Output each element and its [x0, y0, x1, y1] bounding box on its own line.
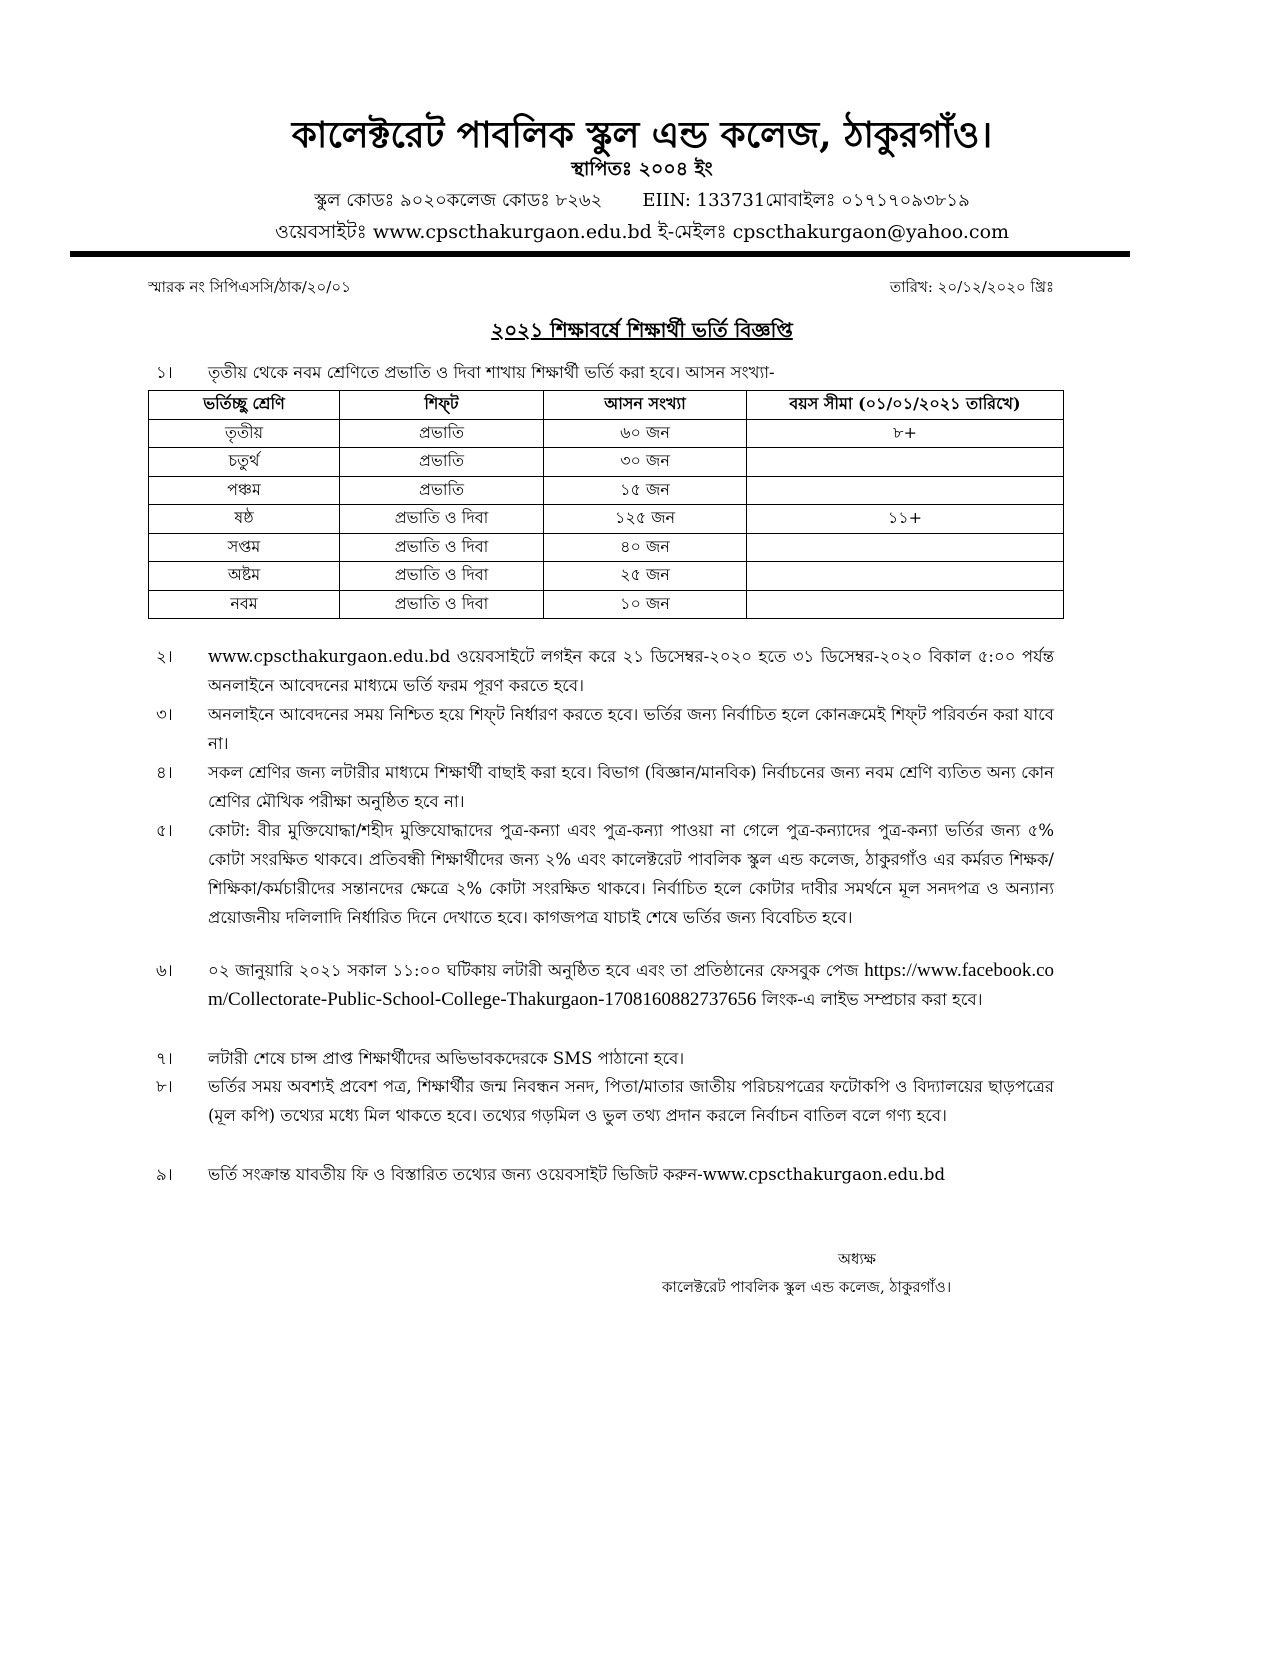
- table-cell: প্রভাতি: [340, 419, 544, 448]
- item-number: ২।: [156, 647, 173, 666]
- item-text: কোটা: বীর মুক্তিযোদ্ধা/শহীদ মুক্তিযোদ্ধাদের পুত্র-কন্যা এবং পুত্র-কন্যা পাওয়া না গেলে পুত্র-কন্যাদের পুত্র-কন্যা ভর্তির জন্য ৫% কোটা সংরক্ষিত থাকবে। প্রতিবন্ধী শিক্ষার্থীদের জন্য ২% এবং কালেক্টরেট পাবলিক স্কুল এন্ড কলেজ, ঠাকুরগাঁও এর কর্মরত শিক্ষক/শিক্ষিকা/কর্মচারীদের সন্তানদের ক্ষেত্রে ২% কোটা সংরক্ষিত থাকবে। নির্বাচিত হলে কোটার দাবীর সমর্থনে মূল সনদপত্র ও অন্যান্য প্রয়োজনীয় দলিলাদি নির্ধারিত দিনে দেখাতে হবে। কাগজপত্র যাচাই শেষে ভর্তির জন্য বিবেচিত হবে।: [208, 821, 1054, 927]
- table-cell: ২৫ জন: [544, 562, 747, 591]
- table-cell: তৃতীয়: [149, 419, 340, 448]
- column-header: ভর্তিচ্ছু শ্রেণি: [149, 391, 340, 420]
- item-text: [208, 956, 1054, 1014]
- table-cell: ষষ্ঠ: [149, 505, 340, 534]
- table-cell: পঞ্চম: [149, 476, 340, 505]
- list-item: [148, 956, 1054, 1014]
- table-cell: চতুর্থ: [149, 448, 340, 477]
- table-cell: প্রভাতি ও দিবা: [340, 505, 544, 534]
- table-cell: ১২৫ জন: [544, 505, 747, 534]
- table-cell: ৮+: [747, 419, 1064, 448]
- column-header: বয়স সীমা (০১/০১/২০২১ তারিখে): [747, 391, 1064, 420]
- table-cell: ১১+: [747, 505, 1064, 534]
- codes-line: স্কুল কোডঃ ৯০২০কলেজ কোডঃ ৮২৬২ EIIN: 133731মোবাইলঃ ০১৭১৭০৯৩৮১৯: [314, 190, 970, 211]
- signatory-designation: অধ্যক্ষ: [838, 1250, 876, 1268]
- table-row: [149, 448, 1064, 477]
- list-item: [148, 1160, 1054, 1189]
- item-text-part: ০২ জানুয়ারি ২০২১ সকাল ১১:০০ ঘটিকায় লটারী অনুষ্ঠিত হবে এবং তা প্রতিষ্ঠানের ফেসবুক পেজ: [208, 961, 859, 980]
- item-text-part: লিংক-এ লাইভ সম্প্রচার করা হবে।: [756, 990, 983, 1009]
- list-item: [148, 358, 1054, 387]
- table-cell: ৪০ জন: [544, 533, 747, 562]
- column-header: শিফ্‌ট: [340, 391, 544, 420]
- item-number: ৫।: [156, 821, 173, 840]
- seat-table: [148, 390, 1064, 619]
- table-cell: প্রভাতি: [340, 448, 544, 477]
- item-number: ৭।: [156, 1049, 173, 1068]
- notice-date: তারিখ: ২০/১২/২০২০ খ্রিঃ: [889, 278, 1054, 296]
- institution-title: কালেক্টরেট পাবলিক স্কুল এন্ড কলেজ, ঠাকুরগাঁও।: [291, 114, 993, 156]
- established-line: স্থাপিতঃ ২০০৪ ইং: [571, 158, 713, 180]
- table-cell: নবম: [149, 590, 340, 619]
- table-cell: প্রভাতি ও দিবা: [340, 533, 544, 562]
- list-item: [148, 700, 1054, 758]
- list-item: [148, 1072, 1054, 1130]
- table-row: [149, 419, 1064, 448]
- memo-number: স্মারক নং সিপিএসসি/ঠাক/২০/০১: [148, 278, 351, 296]
- item-number: ৮।: [156, 1077, 173, 1096]
- item-text: www.cpscthakurgaon.edu.bd ওয়েবসাইটে লগইন করে ২১ ডিসেম্বর-২০২০ হতে ৩১ ডিসেম্বর-২০২০ বিকাল ৫:০০ পর্যন্ত অনলাইনে আবেদনের মাধ্যমে ভর্তি ফরম পূরণ করতে হবে।: [208, 647, 1054, 695]
- item-text: ভর্তি সংক্রান্ত যাবতীয় ফি ও বিস্তারিত তথ্যের জন্য ওয়েবসাইট ভিজিট করুন-www.cpscthakurgaon.edu.bd: [208, 1165, 946, 1184]
- table-cell: অষ্টম: [149, 562, 340, 591]
- list-item: [148, 816, 1054, 932]
- header-divider: [70, 251, 1130, 257]
- table-cell: [747, 590, 1064, 619]
- table-cell: প্রভাতি ও দিবা: [340, 562, 544, 591]
- item-number: ৯।: [156, 1165, 173, 1184]
- item-text: ভর্তির সময় অবশ্যই প্রবেশ পত্র, শিক্ষার্থীর জন্ম নিবন্ধন সনদ, পিতা/মাতার জাতীয় পরিচয়পত্রের ফটোকপি ও বিদ্যালয়ের ছাড়পত্রের (মূল কপি) তথ্যের মধ্যে মিল থাকতে হবে। তথ্যের গড়মিল ও ভুল তথ্য প্রদান করলে নির্বাচন বাতিল বলে গণ্য হবে।: [208, 1077, 1054, 1125]
- table-cell: সপ্তম: [149, 533, 340, 562]
- table-cell: ১০ জন: [544, 590, 747, 619]
- column-header: আসন সংখ্যা: [544, 391, 747, 420]
- notice-heading-text: ২০২১ শিক্ষাবর্ষে শিক্ষার্থী ভর্তি বিজ্ঞপ্তি: [491, 318, 793, 342]
- table-row: [149, 476, 1064, 505]
- table-row: [149, 533, 1064, 562]
- item-number: ১।: [156, 363, 173, 382]
- table-cell: ৩০ জন: [544, 448, 747, 477]
- item-text: তৃতীয় থেকে নবম শ্রেণিতে প্রভাতি ও দিবা শাখায় শিক্ষার্থী ভর্তি করা হবে। আসন সংখ্যা-: [208, 363, 775, 382]
- item-number: ৬।: [156, 961, 173, 980]
- item-text: লটারী শেষে চান্স প্রাপ্ত শিক্ষার্থীদের অভিভাবকদেরকে SMS পাঠানো হবে।: [208, 1049, 685, 1068]
- table-cell: [747, 448, 1064, 477]
- list-item: [148, 642, 1054, 700]
- table-cell: প্রভাতি ও দিবা: [340, 590, 544, 619]
- web-email-line: ওয়েবসাইটঃ www.cpscthakurgaon.edu.bd ই-মেইলঃ cpscthakurgaon@yahoo.com: [274, 221, 1010, 243]
- signatory-institution: কালেক্টরেট পাবলিক স্কুল এন্ড কলেজ, ঠাকুরগাঁও।: [662, 1278, 952, 1296]
- table-row: [149, 505, 1064, 534]
- item-text: সকল শ্রেণির জন্য লটারীর মাধ্যমে শিক্ষার্থী বাছাই করা হবে। বিভাগ (বিজ্ঞান/মানবিক) নির্বাচনের জন্য নবম শ্রেণি ব্যতিত অন্য কোন শ্রেণির মৌখিক পরীক্ষা অনুষ্ঠিত হবে না।: [208, 763, 1054, 811]
- table-cell: [747, 533, 1064, 562]
- notice-heading: [0, 316, 1284, 349]
- facebook-link[interactable]: https://www.facebook.com/Collectorate-Public-School-College-Thakurgaon-1708160882737656: [208, 960, 1055, 1010]
- table-cell: প্রভাতি: [340, 476, 544, 505]
- item-number: ৪।: [156, 763, 173, 782]
- table-cell: [747, 476, 1064, 505]
- table-row: [149, 562, 1064, 591]
- item-text: অনলাইনে আবেদনের সময় নিশ্চিত হয়ে শিফ্‌ট নির্ধারণ করতে হবে। ভর্তির জন্য নির্বাচিত হলে কোনক্রমেই শিফ্‌ট পরিবর্তন করা যাবে না।: [208, 705, 1054, 753]
- table-cell: ১৫ জন: [544, 476, 747, 505]
- list-item: [148, 1044, 1054, 1073]
- table-header-row: [149, 391, 1064, 420]
- table-cell: [747, 562, 1064, 591]
- table-row: [149, 590, 1064, 619]
- list-item: [148, 758, 1054, 816]
- item-number: ৩।: [156, 705, 173, 724]
- table-cell: ৬০ জন: [544, 419, 747, 448]
